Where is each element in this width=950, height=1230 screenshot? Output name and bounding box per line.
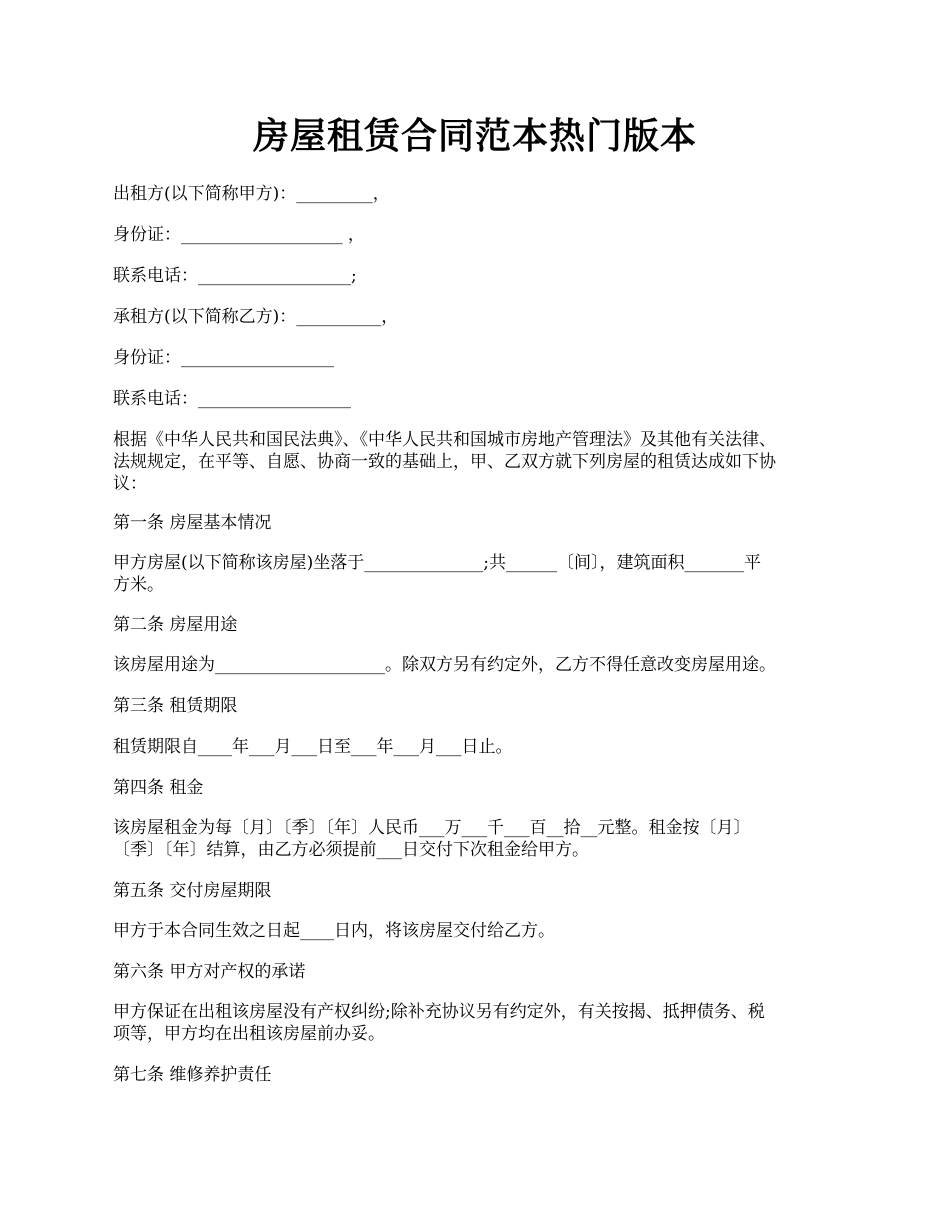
- lessor-phone-line: 联系电话：__________________;: [113, 266, 357, 286]
- article-1-text-1: 甲方房屋(以下简称该房屋)坐落于______________;共______〔间〕，建筑面积_______平: [113, 553, 761, 573]
- article-4-text-2: 〔季〕〔年〕结算，由乙方必须提前___日交付下次租金给甲方。: [113, 840, 589, 860]
- lessor-name-line: 出租方(以下简称甲方)：_________，: [113, 184, 390, 204]
- article-3-heading: 第三条 租赁期限: [113, 696, 238, 716]
- article-6-text-2: 项等，甲方均在出租该房屋前办妥。: [113, 1024, 385, 1044]
- article-4-heading: 第四条 租金: [113, 778, 204, 798]
- article-1-text-2: 方米。: [113, 575, 164, 595]
- article-4-text-1: 该房屋租金为每〔月〕〔季〕〔年〕人民币___万___千___百__拾__元整。租金按〔月〕: [113, 818, 751, 838]
- article-2-text: 该房屋用途为____________________。除双方另有约定外，乙方不得任意改变房屋用途。: [113, 655, 776, 675]
- preamble-line-1: 根据《中华人民共和国民法典》、《中华人民共和国城市房地产管理法》及其他有关法律、: [113, 430, 776, 450]
- lessor-id-line: 身份证：___________________ ，: [113, 225, 365, 245]
- article-5-text: 甲方于本合同生效之日起____日内，将该房屋交付给乙方。: [113, 921, 555, 941]
- lessee-name-line: 承租方(以下简称乙方)：__________，: [113, 307, 399, 327]
- lessee-phone-line: 联系电话：__________________: [113, 389, 351, 409]
- article-5-heading: 第五条 交付房屋期限: [113, 881, 272, 901]
- article-1-heading: 第一条 房屋基本情况: [113, 513, 272, 533]
- document-title: 房屋租赁合同范本热门版本: [252, 115, 697, 157]
- article-7-heading: 第七条 维修养护责任: [113, 1065, 272, 1085]
- lessee-id-line: 身份证：__________________: [113, 348, 334, 368]
- article-2-heading: 第二条 房屋用途: [113, 615, 238, 635]
- preamble-line-2: 法规规定，在平等、自愿、协商一致的基础上，甲、乙双方就下列房屋的租赁达成如下协: [113, 452, 776, 472]
- article-3-text: 租赁期限自____年___月___日至___年___月___日止。: [113, 737, 513, 757]
- preamble-line-3: 议：: [113, 474, 147, 494]
- article-6-heading: 第六条 甲方对产权的承诺: [113, 962, 306, 982]
- article-6-text-1: 甲方保证在出租该房屋没有产权纠纷;除补充协议另有约定外，有关按揭、抵押债务、税: [113, 1002, 765, 1022]
